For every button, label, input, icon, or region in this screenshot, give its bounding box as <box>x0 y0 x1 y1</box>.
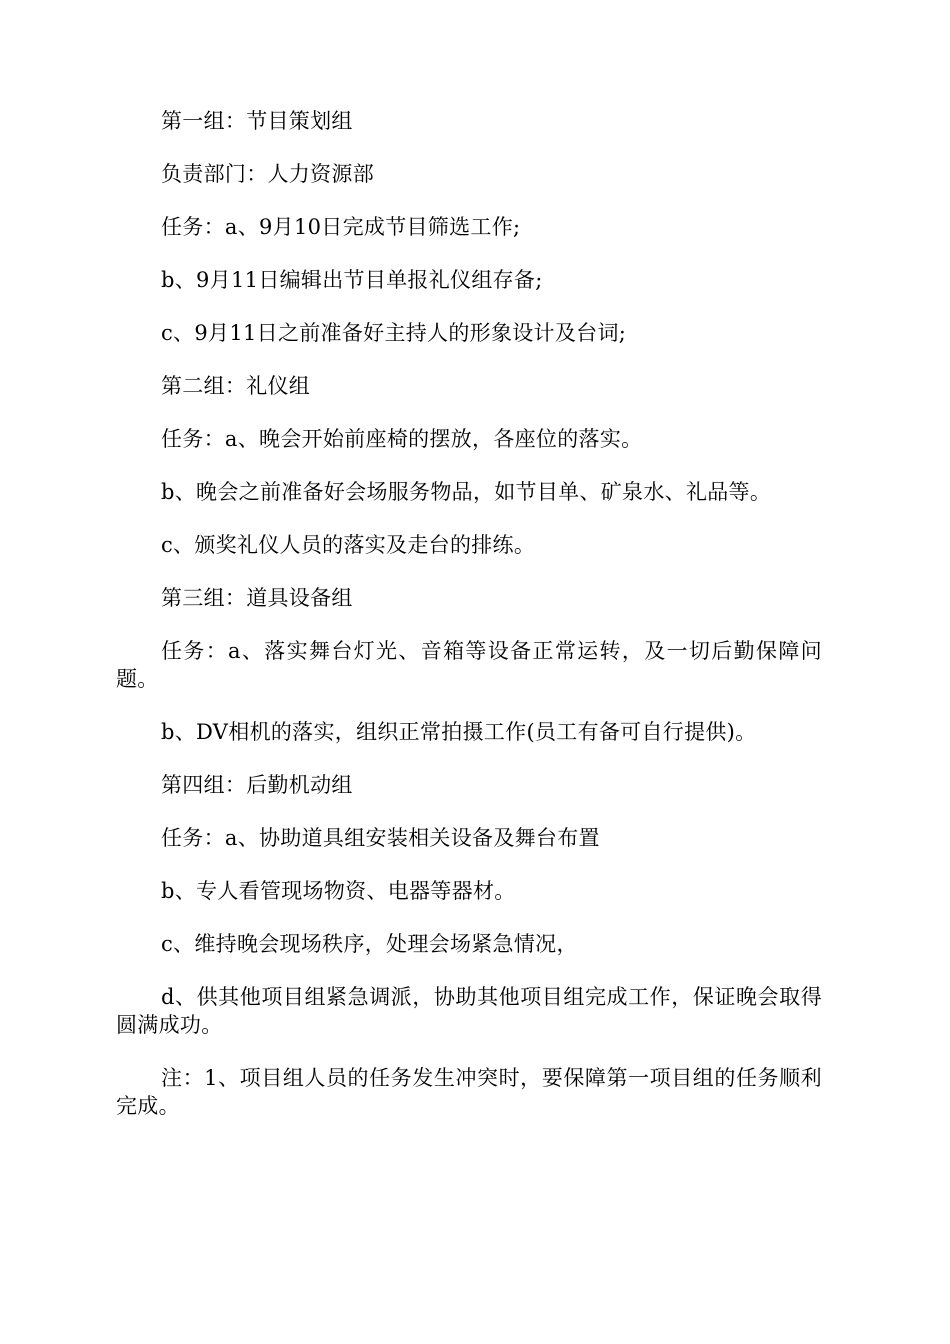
group4-task-d: d、供其他项目组紧急调派，协助其他项目组完成工作，保证晚会取得圆满成功。 <box>116 985 822 1037</box>
group1-task-c: c、9月11日之前准备好主持人的形象设计及台词; <box>161 321 627 345</box>
group2-task-b: b、晚会之前准备好会场服务物品，如节目单、矿泉水、礼品等。 <box>161 480 772 504</box>
group3-task-b: b、DV相机的落实，组织正常拍摄工作(员工有备可自行提供)。 <box>161 720 757 744</box>
group2-task-a: 任务：a、晚会开始前座椅的摆放，各座位的落实。 <box>161 427 643 451</box>
group4-heading: 第四组：后勤机动组 <box>161 773 353 797</box>
document-page <box>116 107 822 1145</box>
group3-heading: 第三组：道具设备组 <box>161 586 353 610</box>
group1-task-a: 任务：a、9月10日完成节目筛选工作; <box>161 215 521 239</box>
group2-task-c: c、颁奖礼仪人员的落实及走台的排练。 <box>161 533 536 557</box>
note-paragraph: 注：1、项目组人员的任务发生冲突时，要保障第一项目组的任务顺利完成。 <box>116 1066 822 1118</box>
group1-heading: 第一组：节目策划组 <box>161 109 353 133</box>
group1-task-b: b、9月11日编辑出节目单报礼仪组存备; <box>161 268 543 292</box>
group4-task-b: b、专人看管现场物资、电器等器材。 <box>161 879 516 903</box>
group2-heading: 第二组：礼仪组 <box>161 374 311 398</box>
group1-department: 负责部门：人力资源部 <box>161 162 374 186</box>
group4-task-c: c、维持晚会现场秩序，处理会场紧急情况， <box>161 932 578 956</box>
group4-task-a: 任务：a、协助道具组安装相关设备及舞台布置 <box>161 826 600 850</box>
group3-task-a: 任务：a、落实舞台灯光、音箱等设备正常运转，及一切后勤保障问题。 <box>116 639 822 691</box>
